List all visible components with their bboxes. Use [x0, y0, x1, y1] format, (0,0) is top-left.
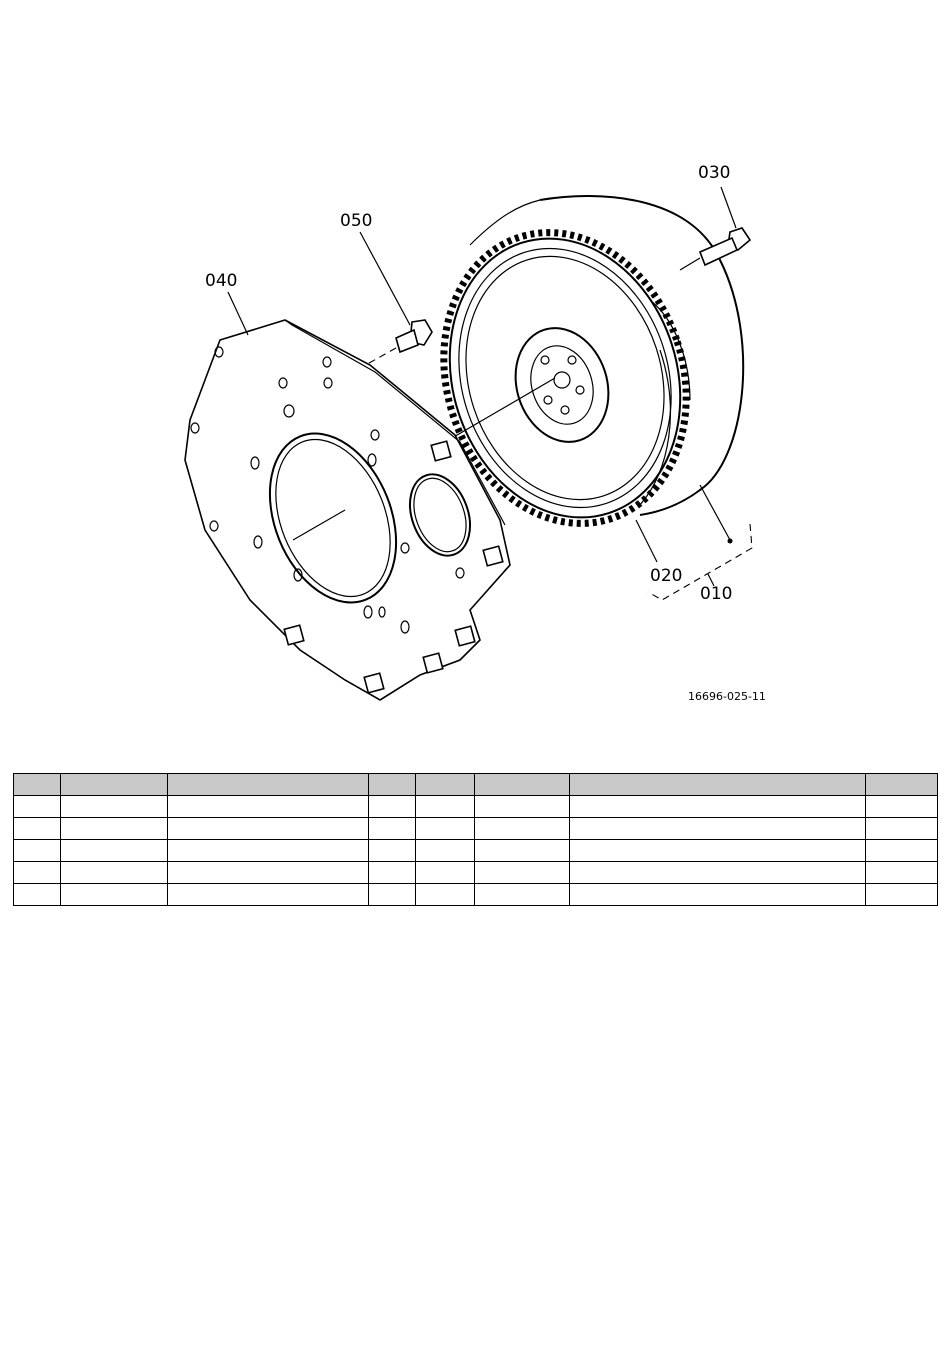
- table-header-row: [14, 774, 938, 796]
- table-cell: [866, 884, 938, 906]
- table-cell: [866, 862, 938, 884]
- header-cell: [866, 774, 938, 796]
- header-cell: [475, 774, 570, 796]
- table-cell: [61, 796, 168, 818]
- figure-number: 16696-025-11: [688, 690, 766, 703]
- table-cell: [168, 884, 369, 906]
- table-cell: [14, 796, 61, 818]
- table-cell: [168, 796, 369, 818]
- table-cell: [369, 818, 416, 840]
- table-cell: [416, 884, 475, 906]
- table-cell: [475, 884, 570, 906]
- header-cell: [369, 774, 416, 796]
- table-cell: [61, 862, 168, 884]
- parts-table: [13, 773, 938, 906]
- table-cell: [416, 840, 475, 862]
- table-row: [14, 840, 938, 862]
- callout-040: 040: [205, 271, 238, 291]
- table-cell: [475, 796, 570, 818]
- table-cell: [416, 862, 475, 884]
- header-cell: [570, 774, 866, 796]
- table-cell: [14, 884, 61, 906]
- adapter-plate: [185, 320, 510, 700]
- table-cell: [14, 862, 61, 884]
- header-cell: [416, 774, 475, 796]
- table-cell: [168, 818, 369, 840]
- header-cell: [61, 774, 168, 796]
- table-cell: [570, 796, 866, 818]
- table-row: [14, 796, 938, 818]
- table-cell: [570, 818, 866, 840]
- table-cell: [570, 862, 866, 884]
- bolt-030: [680, 228, 750, 270]
- table-cell: [416, 818, 475, 840]
- table-cell: [61, 840, 168, 862]
- table-cell: [369, 796, 416, 818]
- table-cell: [14, 840, 61, 862]
- header-cell: [168, 774, 369, 796]
- table-cell: [475, 862, 570, 884]
- table-row: [14, 862, 938, 884]
- callout-030: 030: [698, 163, 731, 183]
- callout-010: 010: [700, 584, 733, 604]
- table-cell: [369, 862, 416, 884]
- table-cell: [475, 840, 570, 862]
- table-cell: [369, 840, 416, 862]
- table-cell: [416, 796, 475, 818]
- callout-020: 020: [650, 566, 683, 586]
- table-cell: [866, 796, 938, 818]
- table-row: [14, 884, 938, 906]
- table-cell: [475, 818, 570, 840]
- flywheel-hub: [501, 316, 622, 454]
- table-cell: [61, 818, 168, 840]
- table-row: [14, 818, 938, 840]
- table-cell: [570, 884, 866, 906]
- callout-050: 050: [340, 211, 373, 231]
- table-cell: [14, 818, 61, 840]
- table-cell: [570, 840, 866, 862]
- table-cell: [168, 862, 369, 884]
- table-cell: [369, 884, 416, 906]
- header-cell: [14, 774, 61, 796]
- table-cell: [866, 840, 938, 862]
- table-cell: [168, 840, 369, 862]
- table-cell: [61, 884, 168, 906]
- table-cell: [866, 818, 938, 840]
